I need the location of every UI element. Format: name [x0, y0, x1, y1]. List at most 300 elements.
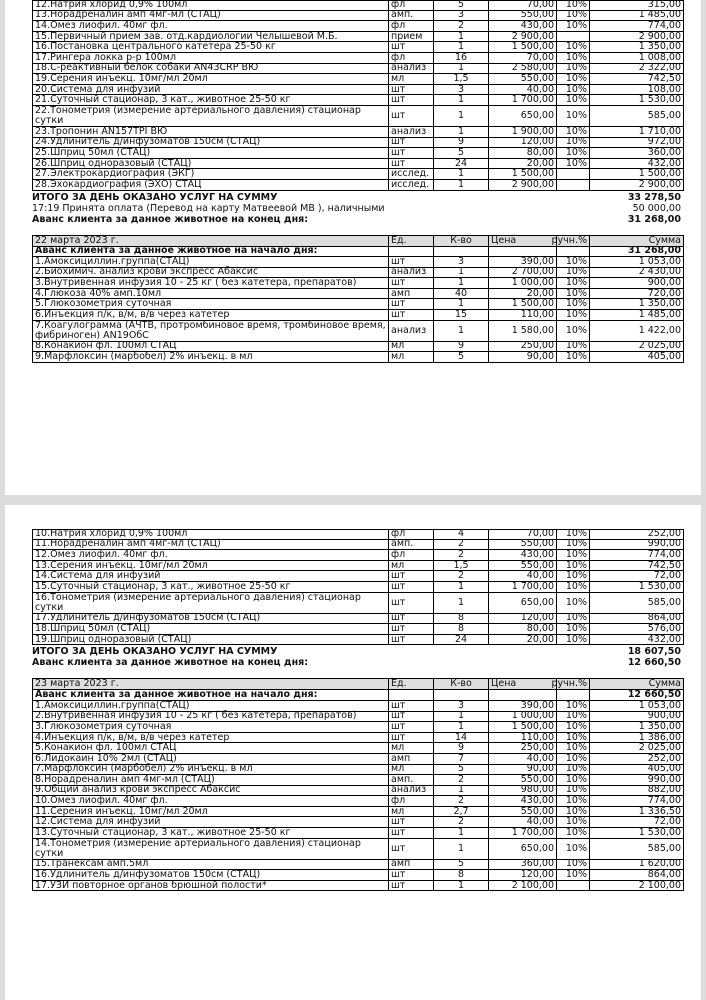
opening-balance-label: Аванс клиента за данное животное на начало дня: [33, 247, 389, 257]
item-qty: 8 [434, 614, 489, 624]
item-name: 13.Серения инъекц. 10мг/мл 20мл [33, 561, 389, 571]
item-qty: 1 [434, 268, 489, 278]
item-name: 25.Шприц 50мл (СТАЦ) [33, 148, 389, 158]
item-qty: 8 [434, 624, 489, 634]
item-name: 19.Серения инъекц. 10мг/мл 20мл [33, 74, 389, 84]
item-unit: анализ [389, 127, 434, 137]
item-sum: 1 350,00 [638, 41, 681, 53]
item-price: 390,00 [489, 701, 557, 711]
item-name: 3.Глюкозометрия суточная [33, 722, 389, 732]
item-qty: 3 [434, 11, 489, 21]
item-name: 5.Глюкозометрия суточная [33, 299, 389, 309]
item-name: 15.Транексам амп.5мл [33, 860, 389, 870]
item-qty: 1 [434, 828, 489, 838]
item-discount: 10% [557, 775, 590, 785]
item-discount [557, 32, 590, 42]
item-unit: шт [389, 701, 434, 711]
item-price: 70,00 [489, 530, 557, 539]
item-price: 2 700,00 [489, 268, 557, 278]
item-sum: 1 530,00 [638, 580, 681, 592]
day-total-value: 18 607,50 [627, 646, 681, 658]
item-name: 1.Амоксициллин.группа(СТАЦ) [33, 257, 389, 267]
item-unit: шт [389, 159, 434, 169]
item-price: 90,00 [489, 352, 557, 362]
item-unit: шт [389, 624, 434, 634]
item-qty: 24 [434, 635, 489, 645]
date-label: 22 марта 2023 г. [33, 236, 389, 246]
item-price: 1 700,00 [489, 828, 557, 838]
item-price: 20,00 [489, 289, 557, 299]
item-sum: 108,00 [647, 83, 681, 95]
item-sum: 432,00 [647, 633, 681, 645]
closing-balance-line [32, 657, 684, 668]
item-sum: 774,00 [647, 548, 681, 560]
payment-label: 17:19 Принята оплата (Перевод на карту Матвеевой МВ ), наличными [32, 202, 385, 214]
closing-balance-line [32, 214, 684, 225]
item-sum: 742,50 [647, 559, 681, 571]
item-sum: 1 386,00 [638, 731, 681, 743]
item-discount: 10% [557, 839, 590, 859]
item-name: 12.Натрия хлорид 0,9% 100мл [33, 1, 389, 10]
day3-section [32, 678, 684, 891]
item-sum: 585,00 [647, 109, 681, 121]
item-price: 120,00 [489, 870, 557, 880]
item-sum: 864,00 [647, 612, 681, 624]
item-qty: 7 [434, 754, 489, 764]
item-sum: 882,00 [647, 784, 681, 796]
item-qty: 2 [434, 540, 489, 550]
closing-balance-label: Аванс клиента за данное животное на конец дня: [32, 213, 309, 225]
item-name: 4.Инъекция п/к, в/м, в/в через катетер [33, 733, 389, 743]
item-price: 1 500,00 [489, 169, 557, 179]
item-discount: 10% [557, 42, 590, 52]
item-qty: 1 [434, 839, 489, 859]
item-sum: 1 008,00 [638, 51, 681, 63]
item-qty: 1 [434, 786, 489, 796]
item-name: 16.Постановка центрального катетера 25-50 кг [33, 42, 389, 52]
item-discount: 10% [557, 268, 590, 278]
item-qty: 1 [434, 42, 489, 52]
item-price: 1 900,00 [489, 127, 557, 137]
item-name: 8.Норадреналин амп 4мг-мл (СТАЦ) [33, 775, 389, 785]
item-price: 80,00 [489, 624, 557, 634]
item-discount: 10% [557, 635, 590, 645]
item-sum: 2 025,00 [638, 742, 681, 754]
item-discount: 10% [557, 53, 590, 63]
item-discount: 10% [557, 701, 590, 711]
item-price: 1 000,00 [489, 712, 557, 722]
item-qty: 2,7 [434, 807, 489, 817]
item-sum: 900,00 [647, 277, 681, 289]
item-price: 70,00 [489, 1, 557, 10]
item-discount: 10% [557, 593, 590, 613]
header-qty: К-во [434, 236, 489, 246]
item-price: 40,00 [489, 817, 557, 827]
item-qty: 1 [434, 95, 489, 105]
item-unit: шт [389, 870, 434, 880]
item-sum: 1 530,00 [638, 94, 681, 106]
item-unit: фл [389, 53, 434, 63]
item-name: 16.Тонометрия (измерение артериального давления) стационар сутки [33, 593, 389, 613]
item-discount: 10% [557, 95, 590, 105]
item-price: 1 700,00 [489, 582, 557, 592]
item-discount: 10% [557, 106, 590, 126]
day1-summary [32, 191, 684, 225]
item-price: 80,00 [489, 148, 557, 158]
item-name: 18.С-реактивный белок собаки AN43CRP ВЮ [33, 64, 389, 74]
item-name: 18.Шприц 50мл (СТАЦ) [33, 624, 389, 634]
opening-balance-label: Аванс клиента за данное животное на начало дня: [33, 690, 389, 700]
item-qty: 3 [434, 701, 489, 711]
item-sum: 576,00 [647, 622, 681, 634]
item-discount: 10% [557, 138, 590, 148]
item-unit: фл [389, 1, 434, 10]
item-unit: шт [389, 828, 434, 838]
item-unit: шт [389, 722, 434, 732]
invoice-page-1 [5, 0, 701, 495]
item-name: 7.Коагулограмма (АЧТВ, протромбиновое время, тромбиновое время, фибриноген) AN19ОбС [33, 321, 389, 341]
item-discount: 10% [557, 582, 590, 592]
item-price: 1 000,00 [489, 278, 557, 288]
item-unit: шт [389, 42, 434, 52]
item-name: 22.Тонометрия (измерение артериального давления) стационар сутки [33, 106, 389, 126]
item-unit: шт [389, 257, 434, 267]
header-sum: Сумма [648, 678, 681, 690]
item-name: 14.Омез лиофил. 40мг фл. [33, 21, 389, 31]
item-sum: 1 500,00 [638, 168, 681, 180]
item-unit: шт [389, 571, 434, 581]
item-unit: шт [389, 106, 434, 126]
item-discount: 10% [557, 1, 590, 10]
item-qty: 1 [434, 127, 489, 137]
item-discount: 10% [557, 64, 590, 74]
item-sum: 1 053,00 [638, 699, 681, 711]
item-discount: 10% [557, 614, 590, 624]
item-sum: 2 430,00 [638, 266, 681, 278]
item-unit: исслед. [389, 180, 434, 190]
item-name: 9.Марфлоксин (марбобел) 2% инъекц. в мл [33, 352, 389, 362]
table-row [32, 180, 684, 191]
item-price: 1 500,00 [489, 299, 557, 309]
item-sum: 2 025,00 [638, 340, 681, 352]
item-sum: 742,50 [647, 72, 681, 84]
item-unit: анализ [389, 786, 434, 796]
item-price: 550,00 [489, 561, 557, 571]
item-price: 70,00 [489, 53, 557, 63]
day2-summary [32, 645, 684, 668]
item-sum: 2 900,00 [638, 30, 681, 42]
item-price: 1 500,00 [489, 42, 557, 52]
item-qty: 5 [434, 352, 489, 362]
item-discount: 10% [557, 807, 590, 817]
closing-balance-value: 31 268,00 [627, 213, 681, 225]
item-sum: 972,00 [647, 136, 681, 148]
item-name: 17.Удлинитель д/инфузоматов 150см (СТАЦ) [33, 614, 389, 624]
item-qty: 1 [434, 593, 489, 613]
item-unit: шт [389, 839, 434, 859]
item-name: 23.Тропонин AN157TPI ВЮ [33, 127, 389, 137]
item-price: 390,00 [489, 257, 557, 267]
item-qty: 1 [434, 712, 489, 722]
item-discount: 10% [557, 127, 590, 137]
item-name: 21.Суточный стационар, 3 кат., животное 25-50 кг [33, 95, 389, 105]
item-discount: 10% [557, 74, 590, 84]
item-name: 20.Система для инфузий [33, 85, 389, 95]
item-name: 5.Конакион фл. 100мл СТАЦ [33, 743, 389, 753]
item-qty: 1 [434, 169, 489, 179]
item-discount: 10% [557, 159, 590, 169]
day-total-line [32, 646, 684, 657]
item-unit: шт [389, 733, 434, 743]
item-qty: 2 [434, 775, 489, 785]
item-unit: шт [389, 138, 434, 148]
item-discount [557, 169, 590, 179]
item-name: 7.Марфлоксин (марбобел) 2% инъекц. в мл [33, 765, 389, 775]
item-sum: 774,00 [647, 795, 681, 807]
header-sum: Сумма [648, 234, 681, 246]
item-unit: шт [389, 712, 434, 722]
item-sum: 2 900,00 [638, 178, 681, 190]
item-price: 430,00 [489, 550, 557, 560]
item-sum: 1 350,00 [638, 298, 681, 310]
item-sum: 72,00 [653, 816, 681, 828]
service-table-day2 [32, 257, 684, 363]
item-discount [557, 180, 590, 190]
item-sum: 252,00 [647, 752, 681, 764]
item-discount: 10% [557, 870, 590, 880]
opening-balance-value: 31 268,00 [627, 245, 681, 257]
item-name: 24.Удлинитель д/инфузоматов 150см (СТАЦ) [33, 138, 389, 148]
item-sum: 774,00 [647, 19, 681, 31]
item-qty: 9 [434, 138, 489, 148]
item-discount: 10% [557, 571, 590, 581]
item-unit: мл [389, 743, 434, 753]
item-price: 40,00 [489, 571, 557, 581]
table-row [32, 881, 684, 892]
item-qty: 1 [434, 64, 489, 74]
item-price: 2 100,00 [489, 881, 557, 891]
item-price: 110,00 [489, 733, 557, 743]
item-unit: амп [389, 860, 434, 870]
item-sum: 720,00 [647, 287, 681, 299]
item-price: 2 900,00 [489, 180, 557, 190]
item-unit: мл [389, 807, 434, 817]
service-table-day1 [32, 0, 684, 191]
item-price: 20,00 [489, 159, 557, 169]
item-unit: мл [389, 74, 434, 84]
item-price: 430,00 [489, 796, 557, 806]
item-unit: мл [389, 561, 434, 571]
item-name: 26.Шприц одноразовый (СТАЦ) [33, 159, 389, 169]
item-sum: 315,00 [647, 0, 681, 11]
closing-balance-label: Аванс клиента за данное животное на конец дня: [32, 657, 309, 669]
item-qty: 1 [434, 278, 489, 288]
item-sum: 2 100,00 [638, 879, 681, 891]
item-sum: 1 422,00 [638, 324, 681, 336]
item-name: 13.Суточный стационар, 3 кат., животное 25-50 кг [33, 828, 389, 838]
item-price: 1 700,00 [489, 95, 557, 105]
item-sum: 252,00 [647, 528, 681, 540]
day-total-line [32, 192, 684, 203]
item-name: 16.Удлинитель д/инфузоматов 150см (СТАЦ) [33, 870, 389, 880]
item-unit: фл [389, 530, 434, 539]
item-qty: 14 [434, 733, 489, 743]
item-qty: 1,5 [434, 74, 489, 84]
item-name: 4.Глюкоза 40% амп.10мл [33, 289, 389, 299]
item-unit: амп. [389, 11, 434, 21]
item-qty: 1 [434, 582, 489, 592]
item-qty: 1,5 [434, 561, 489, 571]
item-unit: мл [389, 765, 434, 775]
table-row [32, 839, 684, 860]
item-qty: 2 [434, 550, 489, 560]
item-qty: 24 [434, 159, 489, 169]
item-price: 360,00 [489, 860, 557, 870]
item-unit: анализ [389, 321, 434, 341]
item-name: 8.Конакион фл. 100мл СТАЦ [33, 342, 389, 352]
item-qty: 3 [434, 257, 489, 267]
header-price: Цена [489, 236, 557, 246]
item-discount: 10% [557, 530, 590, 539]
item-sum: 864,00 [647, 869, 681, 881]
item-unit: шт [389, 582, 434, 592]
item-sum: 990,00 [647, 773, 681, 785]
item-unit: амп. [389, 775, 434, 785]
item-qty: 2 [434, 571, 489, 581]
item-sum: 1 710,00 [638, 125, 681, 137]
item-price: 250,00 [489, 342, 557, 352]
item-unit: шт [389, 299, 434, 309]
item-price: 550,00 [489, 74, 557, 84]
item-name: 14.Система для инфузий [33, 571, 389, 581]
item-discount: 10% [557, 540, 590, 550]
table-row [32, 582, 684, 593]
item-name: 27.Электрокардиография (ЭКГ) [33, 169, 389, 179]
item-discount: 10% [557, 148, 590, 158]
item-discount: 10% [557, 754, 590, 764]
item-price: 1 500,00 [489, 722, 557, 732]
header-qty: К-во [434, 679, 489, 689]
item-discount: 10% [557, 321, 590, 341]
item-qty: 4 [434, 530, 489, 539]
item-qty: 1 [434, 32, 489, 42]
item-name: 6.Лидокаин 10% 2мл (СТАЦ) [33, 754, 389, 764]
item-qty: 5 [434, 1, 489, 10]
item-price: 980,00 [489, 786, 557, 796]
item-sum: 1 485,00 [638, 9, 681, 21]
table-row [32, 635, 684, 646]
item-qty: 8 [434, 870, 489, 880]
item-unit: мл [389, 342, 434, 352]
item-qty: 3 [434, 85, 489, 95]
item-name: 9.Общий анализ крови экспресс Абаксис [33, 786, 389, 796]
item-discount: 10% [557, 624, 590, 634]
item-unit: исслед. [389, 169, 434, 179]
item-discount: 10% [557, 289, 590, 299]
item-qty: 2 [434, 796, 489, 806]
item-discount: 10% [557, 712, 590, 722]
table-row [32, 593, 684, 614]
item-unit: шт [389, 148, 434, 158]
item-unit: амп [389, 754, 434, 764]
item-discount: 10% [557, 733, 590, 743]
item-unit: анализ [389, 268, 434, 278]
item-unit: шт [389, 635, 434, 645]
table-row [32, 106, 684, 127]
item-name: 15.Суточный стационар, 3 кат., животное 25-50 кг [33, 582, 389, 592]
item-qty: 5 [434, 148, 489, 158]
item-unit: шт [389, 95, 434, 105]
item-unit: шт [389, 881, 434, 891]
item-sum: 2 322,00 [638, 62, 681, 74]
item-sum: 1 485,00 [638, 308, 681, 320]
item-price: 550,00 [489, 775, 557, 785]
item-discount: 10% [557, 786, 590, 796]
item-qty: 1 [434, 321, 489, 341]
payment-line [32, 203, 684, 214]
item-price: 120,00 [489, 138, 557, 148]
item-sum: 432,00 [647, 157, 681, 169]
item-unit: амп. [389, 540, 434, 550]
item-name: 11.Серения инъекц. 10мг/мл 20мл [33, 807, 389, 817]
item-sum: 360,00 [647, 146, 681, 158]
item-name: 12.Система для инфузий [33, 817, 389, 827]
closing-balance-value: 12 660,50 [627, 657, 681, 669]
item-discount: 10% [557, 278, 590, 288]
item-qty: 15 [434, 310, 489, 320]
item-price: 20,00 [489, 635, 557, 645]
item-name: 2.Биохимич. анализ крови экспресс Абаксис [33, 268, 389, 278]
item-name: 1.Амоксициллин.группа(СТАЦ) [33, 701, 389, 711]
item-discount: 10% [557, 550, 590, 560]
item-unit: шт [389, 614, 434, 624]
item-discount: 10% [557, 257, 590, 267]
item-unit: фл [389, 550, 434, 560]
item-price: 250,00 [489, 743, 557, 753]
item-discount: 10% [557, 352, 590, 362]
day-total-label: ИТОГО ЗА ДЕНЬ ОКАЗАНО УСЛУГ НА СУММУ [32, 646, 278, 658]
service-table-day3 [32, 701, 684, 892]
item-sum: 1 530,00 [638, 826, 681, 838]
item-price: 430,00 [489, 21, 557, 31]
table-row [32, 352, 684, 363]
item-unit: анализ [389, 64, 434, 74]
service-table-day2-cont [32, 529, 684, 645]
item-discount: 10% [557, 299, 590, 309]
date-label: 23 марта 2023 г. [33, 679, 389, 689]
item-name: 28.Эхокардиография (ЭХО) СТАЦ [33, 180, 389, 190]
header-unit: Ед. [389, 236, 434, 246]
header-pct: ручн.% [557, 236, 590, 246]
item-sum: 1 336,50 [638, 805, 681, 817]
item-qty: 1 [434, 106, 489, 126]
item-name: 14.Тонометрия (измерение артериального давления) стационар сутки [33, 839, 389, 859]
item-name: 10.Омез лиофил. 40мг фл. [33, 796, 389, 806]
item-discount: 10% [557, 860, 590, 870]
item-name: 6.Инъекция п/к, в/м, в/в через катетер [33, 310, 389, 320]
item-name: 19.Шприц одноразовый (СТАЦ) [33, 635, 389, 645]
item-qty: 1 [434, 881, 489, 891]
item-price: 40,00 [489, 754, 557, 764]
payment-value: 50 000,00 [632, 202, 681, 214]
item-unit: шт [389, 278, 434, 288]
item-discount: 10% [557, 561, 590, 571]
item-sum: 1 350,00 [638, 720, 681, 732]
item-price: 2 900,00 [489, 32, 557, 42]
item-discount: 10% [557, 828, 590, 838]
item-discount: 10% [557, 722, 590, 732]
item-name: 10.Натрия хлорид 0,9% 100мл [33, 530, 389, 539]
